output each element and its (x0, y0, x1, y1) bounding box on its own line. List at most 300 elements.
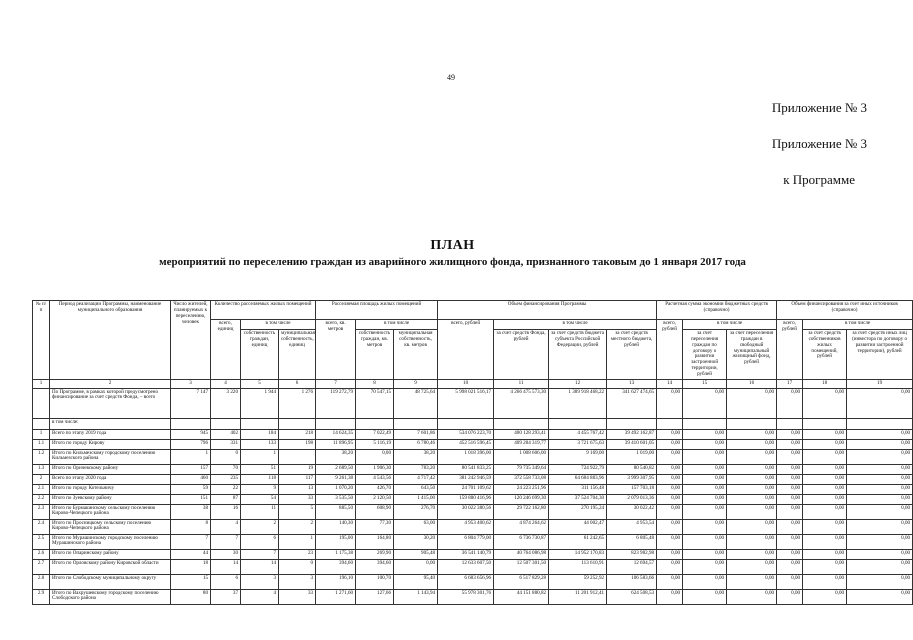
row-number: 2.3 (33, 504, 50, 519)
row-value-col-8: 5 116,19 (356, 439, 394, 449)
row-value-col-11: 44 151 880,82 (494, 589, 549, 604)
document-title: ПЛАН (430, 238, 475, 253)
appendix-label-1: Приложение № 3 (771, 100, 867, 115)
row-value-col-12: 59 252,92 (549, 574, 607, 589)
row-number: 2.7 (33, 559, 50, 574)
row-value-col-14: 0,00 (657, 559, 683, 574)
table-row (33, 429, 913, 439)
row-value-col-5: 118 (241, 474, 279, 484)
column-number: 3 (171, 379, 211, 388)
row-number (33, 388, 50, 418)
row-value-col-19: 0,00 (847, 534, 913, 549)
header-incl: в том числе (241, 320, 316, 330)
row-value-col-14: 0,00 (657, 474, 683, 484)
row-value-col-6: 33 (279, 494, 316, 504)
row-value-col-11: 372 558 733,08 (494, 474, 549, 484)
row-value-col-15: 0,00 (683, 519, 727, 534)
row-value-col-6: 13 (279, 484, 316, 494)
row-value-col-19: 0,00 (847, 474, 913, 484)
header-savings: Расчетная сумма экономии бюджетных средств (справочно) (657, 301, 777, 320)
row-number: 1.3 (33, 464, 50, 474)
header-incl: в том числе (356, 320, 438, 330)
row-value-col-3: 18 (171, 559, 211, 574)
row-value-col-16: 0,00 (727, 429, 777, 439)
row-value-col-19: 0,00 (847, 449, 913, 464)
row-value-col-19: 0,00 (847, 574, 913, 589)
header-residents: Число жителей, планируемых к переселению, человек (171, 301, 211, 380)
row-value-col-8: 1 906,30 (356, 464, 394, 474)
row-number: 2.9 (33, 589, 50, 604)
row-name: Итого по Оричевскому району (50, 464, 171, 474)
row-value-col-9: 1 415,00 (394, 494, 438, 504)
row-value-col-4: 7 (211, 534, 241, 549)
row-value-col-13: 12 694,57 (607, 559, 657, 574)
row-value-col-13: 3 999 307,95 (607, 474, 657, 484)
row-value-col-9: 0,00 (394, 559, 438, 574)
row-value-col-3 (171, 418, 211, 429)
row-value-col-8: 164,80 (356, 534, 394, 549)
row-value-col-7: 3 535,50 (316, 494, 356, 504)
row-name: Итого по Вахрушевскому городскому поселению Слободского района (50, 589, 171, 604)
row-value-col-3: 7 (171, 534, 211, 549)
row-value-col-19: 0,00 (847, 549, 913, 559)
row-name: По Программе, в рамках которой предусмотрено финансирование за счет средств Фонда, – всего (50, 388, 171, 418)
row-value-col-10: 4 953 400,62 (438, 519, 494, 534)
row-value-col-15: 0,00 (683, 464, 727, 474)
row-value-col-14: 0,00 (657, 494, 683, 504)
row-value-col-15: 0,00 (683, 574, 727, 589)
row-value-col-8: 7 022,49 (356, 429, 394, 439)
row-value-col-15: 0,00 (683, 494, 727, 504)
row-number: 1 (33, 429, 50, 439)
row-value-col-4: 70 (211, 464, 241, 474)
row-value-col-10: 381 242 946,59 (438, 474, 494, 484)
row-value-col-17: 0,00 (777, 464, 803, 474)
appendix-label-3: к Программе (783, 172, 855, 187)
row-value-col-17: 0,00 (777, 534, 803, 549)
row-value-col-14: 0,00 (657, 439, 683, 449)
header-incl: в том числе (803, 320, 913, 330)
row-value-col-19: 0,00 (847, 559, 913, 574)
header-incl: в том числе (683, 320, 777, 330)
row-value-col-14: 0,00 (657, 574, 683, 589)
row-value-col-6: 198 (279, 439, 316, 449)
table-row (33, 559, 913, 574)
row-value-col-13: 6 805,48 (607, 534, 657, 549)
row-value-col-10: 6 804 779,00 (438, 534, 494, 549)
table-row (33, 589, 913, 604)
row-value-col-10: 12 633 607,50 (438, 559, 494, 574)
row-number: 2 (33, 474, 50, 484)
row-value-col-14: 0,00 (657, 534, 683, 549)
row-value-col-10: 55 978 301,76 (438, 589, 494, 604)
table-row (33, 474, 913, 484)
header-program-period: Период реализации Программы, наименование муниципального образования (50, 301, 171, 380)
row-value-col-18: 0,00 (803, 549, 847, 559)
row-value-col-3: 8 (171, 519, 211, 534)
table-row (33, 449, 913, 464)
row-value-col-11: 6 736 730,87 (494, 534, 549, 549)
table-row (33, 519, 913, 534)
row-value-col-15: 0,00 (683, 504, 727, 519)
row-value-col-5: 14 (241, 559, 279, 574)
row-value-col-15: 0,00 (683, 549, 727, 559)
row-value-col-15: 0,00 (683, 429, 727, 439)
row-value-col-10: 30 022 380,56 (438, 504, 494, 519)
row-value-col-18: 0,00 (803, 504, 847, 519)
column-number: 9 (394, 379, 438, 388)
table-row (33, 504, 913, 519)
row-value-col-11: 29 722 162,80 (494, 504, 549, 519)
row-value-col-3: 460 (171, 474, 211, 484)
column-number: 2 (50, 379, 171, 388)
row-value-col-10: 452 516 596,45 (438, 439, 494, 449)
table-row (33, 574, 913, 589)
row-value-col-4: 6 (211, 574, 241, 589)
row-value-col-12: 9 169,00 (549, 449, 607, 464)
row-value-col-4: 3 220 (211, 388, 241, 418)
row-value-col-18: 0,00 (803, 449, 847, 464)
row-value-col-18: 0,00 (803, 534, 847, 549)
header-extra-owners: за счет средств собственников жилых помещений, рублей (803, 330, 847, 380)
document-subtitle: мероприятий по переселению граждан из аварийного жилищного фонда, признанного таковым до 1 января 2017 года (159, 256, 746, 268)
row-value-col-13: 2 079 013,36 (607, 494, 657, 504)
row-value-col-11: 4 266 475 573,30 (494, 388, 549, 418)
header-savings-total: всего, рублей (657, 320, 683, 380)
row-value-col-5: 2 (241, 519, 279, 534)
row-value-col-4: 37 (211, 589, 241, 604)
row-value-col-8 (356, 418, 394, 429)
row-number: 2.8 (33, 574, 50, 589)
row-value-col-10: 534 076 223,70 (438, 429, 494, 439)
row-value-col-14: 0,00 (657, 388, 683, 418)
row-value-col-16: 0,00 (727, 464, 777, 474)
row-name: Итого по Кильмезскому городскому поселению Кильмезского района (50, 449, 171, 464)
row-name: Итого по Мурашинскому городскому поселению Мурашинского района (50, 534, 171, 549)
row-value-col-16 (727, 418, 777, 429)
row-value-col-12: 61 242,65 (549, 534, 607, 549)
row-name: Итого по городу Кирову (50, 439, 171, 449)
row-number: 2.1 (33, 484, 50, 494)
table-row (33, 439, 913, 449)
row-value-col-19 (847, 418, 913, 429)
row-name: Итого по Слободскому муниципальному округу (50, 574, 171, 589)
row-value-col-10: 6 683 656,96 (438, 574, 494, 589)
row-value-col-13: 157 703,18 (607, 484, 657, 494)
row-value-col-8: 426,70 (356, 484, 394, 494)
header-extra-total: всего, рублей (777, 320, 803, 380)
row-value-col-7: 140,30 (316, 519, 356, 534)
row-name: Итого по городу Котельничу (50, 484, 171, 494)
row-value-col-11: 24 223 251,96 (494, 484, 549, 494)
row-value-col-8: 0,00 (356, 449, 394, 464)
row-value-col-9: 276,70 (394, 504, 438, 519)
row-value-col-3: 80 (171, 589, 211, 604)
row-value-col-15: 0,00 (683, 449, 727, 464)
row-value-col-5: 54 (241, 494, 279, 504)
row-value-col-8: 127,66 (356, 589, 394, 604)
row-value-col-7: 11 896,95 (316, 439, 356, 449)
row-value-col-5: 51 (241, 464, 279, 474)
row-value-col-9: 4 717,42 (394, 474, 438, 484)
row-value-col-13: 341 627 474,65 (607, 388, 657, 418)
row-value-col-18: 0,00 (803, 589, 847, 604)
row-value-col-9: 95,40 (394, 574, 438, 589)
row-value-col-17: 0,00 (777, 519, 803, 534)
row-value-col-18: 0,00 (803, 484, 847, 494)
row-value-col-10: 36 541 140,79 (438, 549, 494, 559)
row-value-col-3: 7 147 (171, 388, 211, 418)
row-value-col-6: 1 (279, 534, 316, 549)
row-value-col-5: 7 (241, 549, 279, 559)
row-value-col-16: 0,00 (727, 474, 777, 484)
row-name: Итого по Зуевскому району (50, 494, 171, 504)
row-value-col-6: 0 (279, 559, 316, 574)
row-value-col-7: 14 624,35 (316, 429, 356, 439)
row-value-col-7: 196,10 (316, 574, 356, 589)
row-value-col-9: 63,00 (394, 519, 438, 534)
row-value-col-9: 48 725,64 (394, 388, 438, 418)
header-regional-rub: за счет средств бюджета субъекта Российской Федерации, рублей (549, 330, 607, 380)
row-value-col-6: 117 (279, 474, 316, 484)
row-number (33, 418, 50, 429)
column-number: 6 (279, 379, 316, 388)
table-header (33, 301, 913, 380)
row-value-col-19: 0,00 (847, 429, 913, 439)
row-value-col-15: 0,00 (683, 388, 727, 418)
column-number: 14 (657, 379, 683, 388)
row-value-col-14: 0,00 (657, 504, 683, 519)
row-value-col-8: 269,90 (356, 549, 394, 559)
row-value-col-16: 0,00 (727, 534, 777, 549)
row-value-col-14: 0,00 (657, 549, 683, 559)
row-value-col-11: 409 284 319,77 (494, 439, 549, 449)
row-value-col-8: 100,70 (356, 574, 394, 589)
header-local-rub: за счет средств местного бюджета, рублей (607, 330, 657, 380)
table-row (33, 484, 913, 494)
row-value-col-17: 0,00 (777, 388, 803, 418)
row-value-col-10: 24 701 109,62 (438, 484, 494, 494)
row-value-col-16: 0,00 (727, 439, 777, 449)
header-resettled-rooms: Количество расселяемых жилых помещений (211, 301, 316, 320)
table-row (33, 464, 913, 474)
row-value-col-4: 4 (211, 519, 241, 534)
row-value-col-7: 1 175,38 (316, 549, 356, 559)
column-number: 15 (683, 379, 727, 388)
header-municipal-sqm: муниципальная собственность, кв. метров (394, 330, 438, 380)
column-number: 12 (549, 379, 607, 388)
row-value-col-15: 0,00 (683, 559, 727, 574)
row-value-col-17: 0,00 (777, 559, 803, 574)
row-value-col-12 (549, 418, 607, 429)
row-value-col-3: 151 (171, 494, 211, 504)
row-value-col-12: 113 610,91 (549, 559, 607, 574)
column-number: 5 (241, 379, 279, 388)
row-name: Итого по Бурмакинскому сельскому поселению Кирово-Чепецкого района (50, 504, 171, 519)
page-number: 49 (447, 73, 455, 82)
column-number: 1 (33, 379, 50, 388)
row-value-col-4: 0 (211, 449, 241, 464)
row-value-col-9: 30,20 (394, 534, 438, 549)
row-value-col-3: 44 (171, 549, 211, 559)
row-value-col-8: 2 120,50 (356, 494, 394, 504)
row-value-col-10 (438, 418, 494, 429)
header-total-units: всего, единиц (211, 320, 241, 380)
row-value-col-16: 0,00 (727, 504, 777, 519)
row-value-col-7: 2 689,50 (316, 464, 356, 474)
row-value-col-17: 0,00 (777, 449, 803, 464)
header-extra-funding: Объем финансирования за счет иных источников (справочно) (777, 301, 913, 320)
row-value-col-17: 0,00 (777, 494, 803, 504)
row-value-col-14 (657, 418, 683, 429)
row-value-col-18: 0,00 (803, 519, 847, 534)
row-value-col-12: 270 195,24 (549, 504, 607, 519)
row-value-col-14: 0,00 (657, 429, 683, 439)
row-value-col-14: 0,00 (657, 589, 683, 604)
column-number-row (33, 379, 913, 388)
row-value-col-15 (683, 418, 727, 429)
row-value-col-15: 0,00 (683, 484, 727, 494)
row-value-col-16: 0,00 (727, 388, 777, 418)
header-owned-citizens-sqm: собственность граждан, кв. метров (356, 330, 394, 380)
row-value-col-15: 0,00 (683, 534, 727, 549)
row-value-col-5: 1 944 (241, 388, 279, 418)
row-value-col-5: 6 (241, 534, 279, 549)
row-value-col-3: 1 (171, 449, 211, 464)
table-row (33, 534, 913, 549)
row-value-col-8: 394,60 (356, 559, 394, 574)
row-value-col-17 (777, 418, 803, 429)
row-value-col-19: 0,00 (847, 589, 913, 604)
row-value-col-10: 159 880 416,96 (438, 494, 494, 504)
row-value-col-3: 945 (171, 429, 211, 439)
row-value-col-6: 2 (279, 519, 316, 534)
row-value-col-14: 0,00 (657, 449, 683, 464)
row-value-col-12: 37 524 704,30 (549, 494, 607, 504)
row-value-col-16: 0,00 (727, 519, 777, 534)
column-number: 11 (494, 379, 549, 388)
row-value-col-4: 235 (211, 474, 241, 484)
row-number: 2.5 (33, 534, 50, 549)
row-value-col-5: 184 (241, 429, 279, 439)
column-number: 4 (211, 379, 241, 388)
row-value-col-4: 30 (211, 549, 241, 559)
row-value-col-16: 0,00 (727, 494, 777, 504)
row-value-col-18 (803, 418, 847, 429)
row-value-col-7: 394,60 (316, 559, 356, 574)
row-value-col-13: 823 982,98 (607, 549, 657, 559)
row-value-col-13: 30 022,42 (607, 504, 657, 519)
header-area: Расселяемая площадь жилых помещений (316, 301, 438, 320)
row-value-col-4: 331 (211, 439, 241, 449)
row-value-col-13: 624 508,53 (607, 589, 657, 604)
row-value-col-11: 4 874 264,62 (494, 519, 549, 534)
row-value-col-15: 0,00 (683, 439, 727, 449)
row-value-col-10: 1 018 396,00 (438, 449, 494, 464)
row-value-col-4: 22 (211, 484, 241, 494)
row-value-col-12: 44 002,47 (549, 519, 607, 534)
row-number: 1.2 (33, 449, 50, 464)
row-value-col-15: 0,00 (683, 474, 727, 484)
row-value-col-5: 3 (241, 574, 279, 589)
column-number: 13 (607, 379, 657, 388)
row-value-col-13: 4 953,54 (607, 519, 657, 534)
row-value-col-7 (316, 418, 356, 429)
row-value-col-17: 0,00 (777, 504, 803, 519)
row-value-col-6: 3 (279, 574, 316, 589)
row-value-col-16: 0,00 (727, 574, 777, 589)
row-value-col-5: 9 (241, 484, 279, 494)
row-value-col-17: 0,00 (777, 429, 803, 439)
row-value-col-18: 0,00 (803, 494, 847, 504)
row-value-col-12: 724 922,79 (549, 464, 607, 474)
table-row (33, 418, 913, 429)
row-value-col-8: 4 543,56 (356, 474, 394, 484)
row-number: 2.6 (33, 549, 50, 559)
row-value-col-14: 0,00 (657, 484, 683, 494)
row-value-col-12: 3 721 675,63 (549, 439, 607, 449)
column-number: 19 (847, 379, 913, 388)
row-value-col-9: 38,20 (394, 449, 438, 464)
row-value-col-7: 38,20 (316, 449, 356, 464)
header-savings-contract: за счет переселения граждан по договору о развитии застроенной территории, рублей (683, 330, 727, 380)
table-row (33, 388, 913, 418)
row-value-col-9 (394, 418, 438, 429)
row-value-col-13: 39 410 601,05 (607, 439, 657, 449)
row-value-col-3: 59 (171, 484, 211, 494)
row-value-col-16: 0,00 (727, 549, 777, 559)
row-number: 2.4 (33, 519, 50, 534)
row-value-col-18: 0,00 (803, 388, 847, 418)
header-savings-free: за счет переселения граждан в свободный муниципальный жилищный фонд, рублей (727, 330, 777, 380)
row-value-col-11: 120 246 699,30 (494, 494, 549, 504)
row-value-col-9: 643,50 (394, 484, 438, 494)
row-value-col-9: 6 780,46 (394, 439, 438, 449)
header-funding: Объем финансирования Программы (438, 301, 657, 320)
row-value-col-18: 0,00 (803, 429, 847, 439)
row-value-col-11: 40 764 086,98 (494, 549, 549, 559)
column-number: 18 (803, 379, 847, 388)
header-incl: в том числе (494, 320, 657, 330)
row-value-col-18: 0,00 (803, 474, 847, 484)
row-value-col-10: 5 998 021 516,17 (438, 388, 494, 418)
row-value-col-7: 119 272,79 (316, 388, 356, 418)
row-value-col-11: 1 008 606,00 (494, 449, 549, 464)
row-value-col-19: 0,00 (847, 494, 913, 504)
row-value-col-4: 87 (211, 494, 241, 504)
row-value-col-12: 14 952 170,83 (549, 549, 607, 559)
row-value-col-19: 0,00 (847, 464, 913, 474)
row-name: Всего по этапу 2020 года (50, 474, 171, 484)
row-value-col-19: 0,00 (847, 484, 913, 494)
row-value-col-4: 14 (211, 559, 241, 574)
row-value-col-12: 311 156,48 (549, 484, 607, 494)
row-value-col-19: 0,00 (847, 388, 913, 418)
row-number: 1.1 (33, 439, 50, 449)
row-name: в том числе: (50, 418, 171, 429)
row-value-col-11: 400 128 293,41 (494, 429, 549, 439)
row-value-col-8: 608,90 (356, 504, 394, 519)
column-number: 17 (777, 379, 803, 388)
row-value-col-9: 7 601,86 (394, 429, 438, 439)
row-value-col-9: 1 143,94 (394, 589, 438, 604)
row-value-col-14: 0,00 (657, 464, 683, 474)
row-value-col-14: 0,00 (657, 519, 683, 534)
row-value-col-6: 5 (279, 504, 316, 519)
row-value-col-7: 885,50 (316, 504, 356, 519)
row-value-col-16: 0,00 (727, 484, 777, 494)
row-value-col-3: 796 (171, 439, 211, 449)
